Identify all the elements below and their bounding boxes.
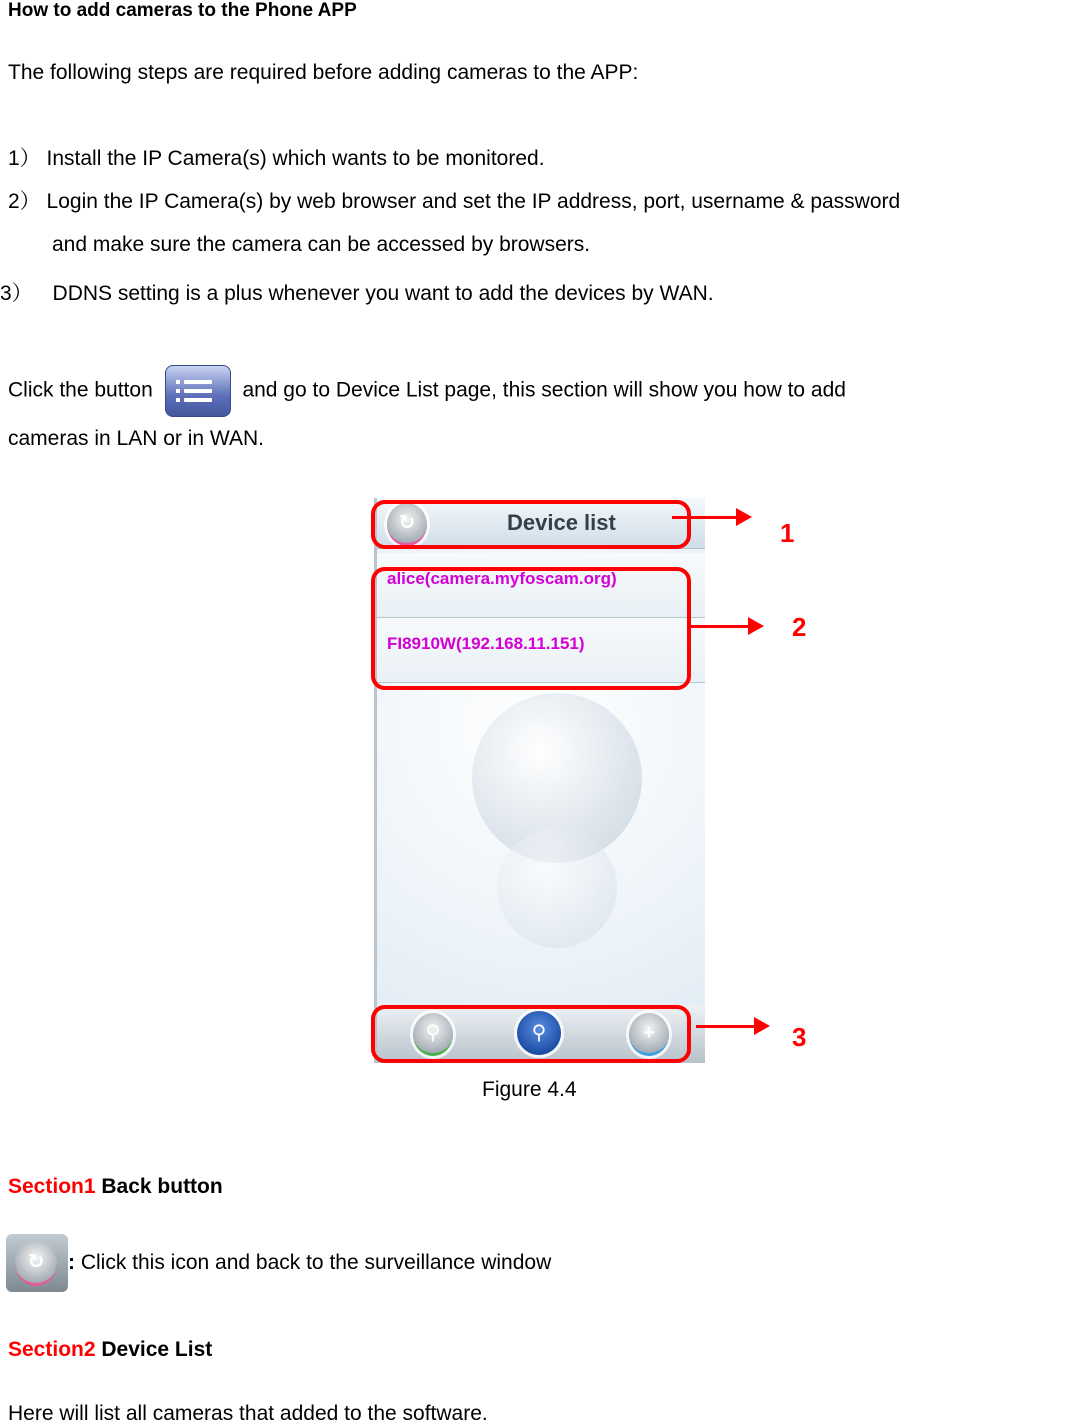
- highlight-box-3: [371, 1005, 691, 1063]
- section2-label: Section2: [8, 1338, 96, 1361]
- callout-3: 3: [792, 1022, 807, 1052]
- step-number: 1）: [8, 147, 41, 170]
- section1-title: Back button: [101, 1175, 223, 1198]
- figure-caption: Figure 4.4: [482, 1078, 577, 1101]
- step-text: Login the IP Camera(s) by web browser and set the IP address, port, username & password: [46, 190, 901, 213]
- search-icon[interactable]: ⚲: [413, 1013, 453, 1056]
- click-instruction-line2: cameras in LAN or in WAN.: [8, 427, 264, 450]
- highlight-box-1: [371, 500, 691, 549]
- section1-heading: [8, 1174, 223, 1200]
- section2-title: Device List: [101, 1338, 213, 1361]
- arrow-2-head: [748, 617, 764, 635]
- step-text: and make sure the camera can be accessed by browsers.: [52, 233, 591, 256]
- step-text: Install the IP Camera(s) which wants to be monitored.: [46, 147, 545, 170]
- step-text: DDNS setting is a plus whenever you want to add the devices by WAN.: [52, 282, 714, 305]
- device-name: FI8910W(192.168.11.151): [387, 634, 585, 653]
- highlight-box-2: [371, 567, 691, 690]
- intro-text: The following steps are required before adding cameras to the APP:: [8, 61, 639, 84]
- arrow-1-line: [672, 516, 738, 519]
- callout-2: 2: [792, 612, 807, 642]
- back-icon[interactable]: ↻: [387, 503, 427, 546]
- step-number: 3）: [0, 282, 33, 305]
- search-lan-icon[interactable]: ⚲: [517, 1011, 561, 1055]
- callout-1: 1: [780, 518, 795, 548]
- section2-heading: [8, 1337, 212, 1363]
- click-text-before: Click the button: [8, 378, 153, 402]
- step-2-continued: [52, 232, 590, 258]
- step-3: [0, 281, 714, 307]
- section1-description: ↻ : Click this icon and back to the surveillance window: [6, 1234, 551, 1292]
- step-2: [8, 189, 900, 215]
- click-instruction: [8, 365, 846, 417]
- arrow-1-head: [736, 508, 752, 526]
- section1-label: Section1: [8, 1175, 96, 1198]
- step-number: 2）: [8, 190, 41, 213]
- device-name: alice(camera.myfoscam.org): [387, 569, 617, 588]
- click-text-after: and go to Device List page, this section will show you how to add: [242, 378, 846, 402]
- arrow-3-head: [754, 1017, 770, 1035]
- section2-description: Here will list all cameras that added to the software.: [8, 1402, 488, 1425]
- phone-header-title: Device list: [507, 510, 616, 535]
- step-1: [8, 146, 545, 172]
- arrow-2-line: [690, 625, 750, 628]
- back-icon: ↻: [6, 1234, 68, 1292]
- section1-desc-text: Click this icon and back to the surveillance window: [75, 1251, 552, 1274]
- plus-icon[interactable]: +: [629, 1013, 669, 1056]
- page-title: How to add cameras to the Phone APP: [8, 0, 357, 21]
- globe-reflection: [497, 828, 617, 948]
- arrow-3-line: [696, 1025, 756, 1028]
- list-icon: [165, 365, 231, 417]
